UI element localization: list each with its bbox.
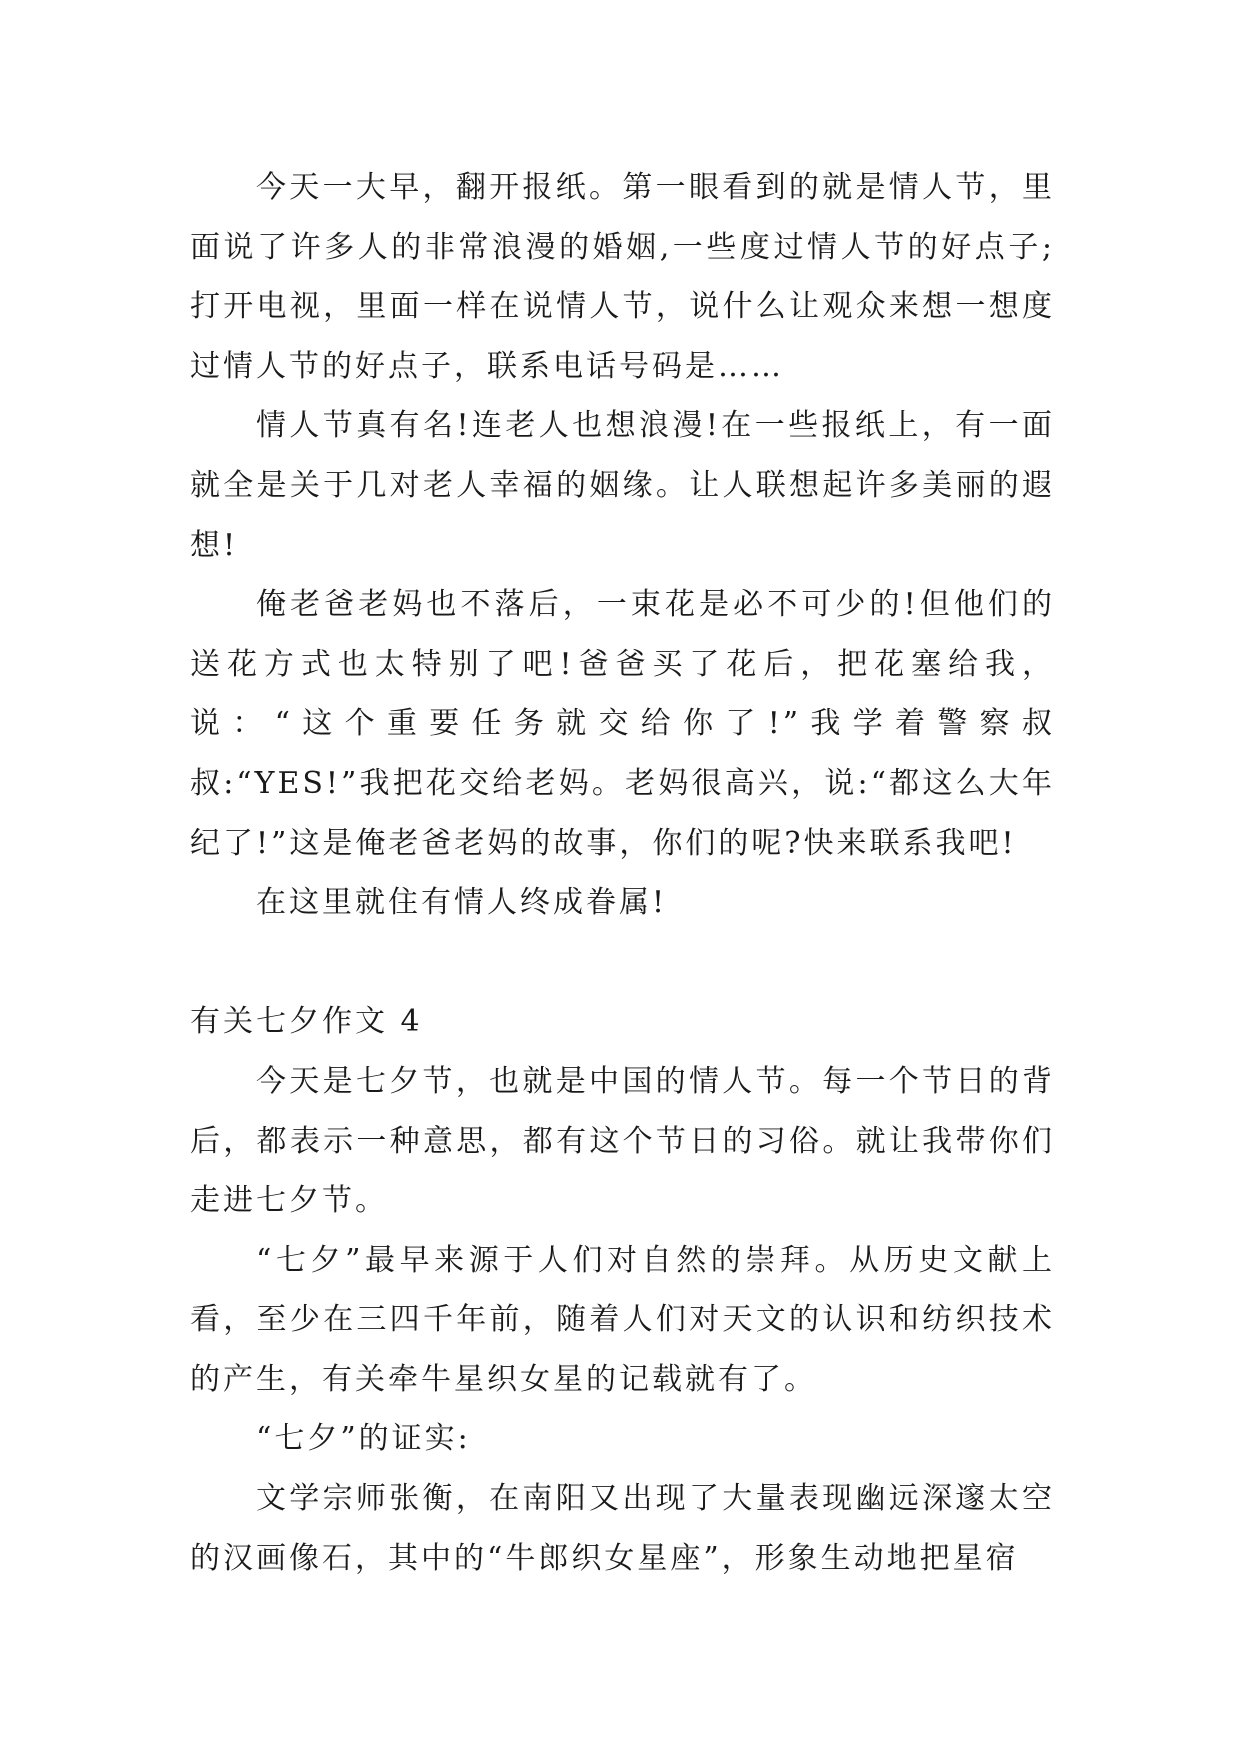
paragraph-qixi-intro: 今天是七夕节，也就是中国的情人节。每一个节日的背后，都表示一种意思，都有这个节日的习俗。就让我带你们走进七夕节。 [190, 1063, 1055, 1219]
paragraph-qixi-origin: “七夕”最早来源于人们对自然的崇拜。从历史文献上看，至少在三四千年前，随着人们对天文的认识和纺织技术的产生，有关牵牛星织女星的记载就有了。 [190, 1242, 1055, 1397]
paragraph-qixi-evidence-heading: “七夕”的证实: [256, 1421, 471, 1457]
paragraph-parents-flowers: 俺老爸老妈也不落后，一束花是必不可少的!但他们的送花方式也太特别了吧!爸爸买了花后，把花塞给我，说：“这个重要任务就交给你了!”我学着警察叔叔:“YES!”我把花交给老妈。老妈很高兴，说:“都这么大年纪了!”这是俺老爸老妈的故事，你们的呢?快来联系我吧! [190, 587, 1055, 861]
paragraph-zhang-heng: 文学宗师张衡，在南阳又出现了大量表现幽远深邃太空的汉画像石，其中的“牛郎织女星座”，形象生动地把星宿 [190, 1481, 1055, 1576]
section-title: 有关七夕作文 4 [190, 1004, 423, 1040]
paragraph-closing-wish: 在这里就住有情人终成眷属! [256, 885, 668, 921]
paragraph-newspaper-tv: 今天一大早，翻开报纸。第一眼看到的就是情人节，里面说了许多人的非常浪漫的婚姻,一些度过情人节的好点子;打开电视，里面一样在说情人节，说什么让观众来想一想度过情人节的好点子，联系电话号码是…… [190, 170, 1055, 384]
document-body [190, 158, 1055, 1588]
paragraph-elderly-romance: 情人节真有名!连老人也想浪漫!在一些报纸上，有一面就全是关于几对老人幸福的姻缘。让人联想起许多美丽的遐想! [190, 408, 1055, 563]
section-spacer [190, 933, 1055, 993]
